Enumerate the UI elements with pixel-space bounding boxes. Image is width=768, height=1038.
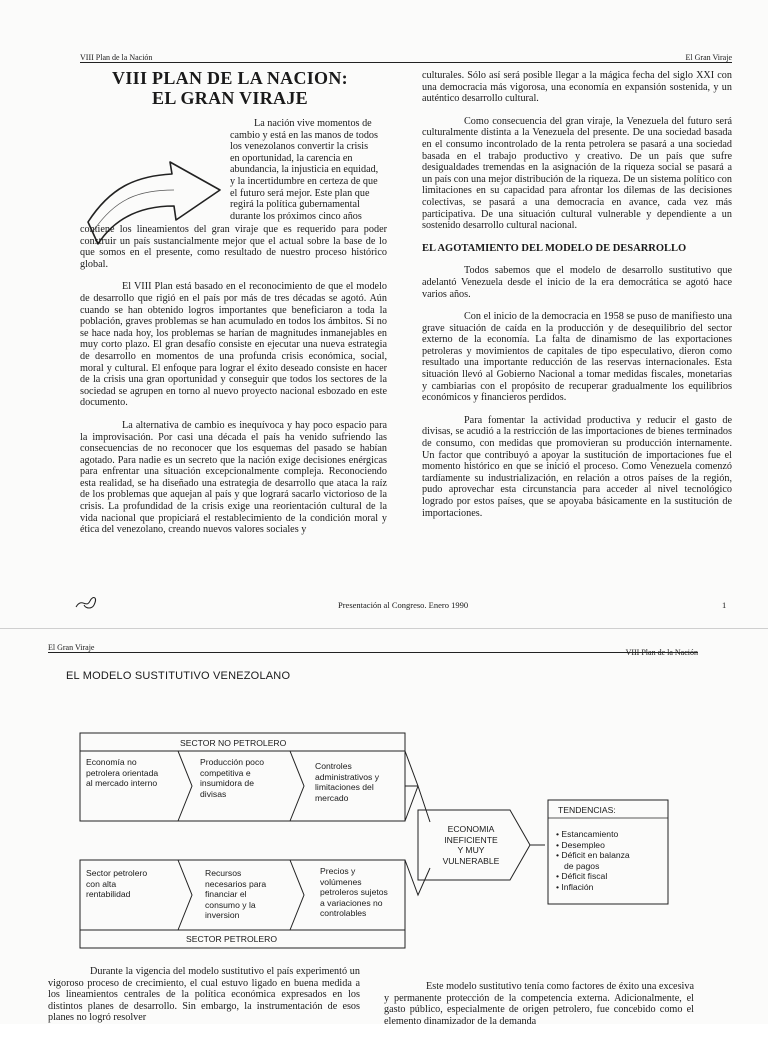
box-line: inversion: [205, 910, 240, 920]
paragraph: Durante la vigencia del modelo sustitutivo el país experimentó un vigoroso proceso de crecimiento, el cual estuvo ligado en buena medida a los lineamientos centrales de la política económica expresados en los distintos planes de desarrollo. Sin embargo, la instrumentación de esos planes no logró resolver: [48, 966, 360, 1024]
box-line: Y MUY: [457, 845, 485, 855]
box-line: a variaciones no: [320, 897, 383, 908]
box-line: Precios y: [320, 866, 356, 876]
title-line-2: EL GRAN VIRAJE: [152, 88, 308, 108]
box-line: necesarios para: [205, 878, 267, 889]
box-line: Controles: [315, 761, 352, 771]
box-line: controlables: [320, 908, 367, 918]
box-line: con alta: [86, 878, 117, 889]
intro-line: regirá la política gubernamental: [230, 199, 360, 211]
paragraph: Con el inicio de la democracia en 1958 se puso de manifiesto una grave situación de caída en la producción y de desequilibrio del sector externo de la economía. La falta de dinamismo de las exportaciones petroleras y movimientos de capitales de tipo especulativo, dieron como resultado una importante reducción de las reservas internacionales. Esta situación llevó al Gobierno Nacional a tomar medidas fiscales, monetarias y cambiarias con el propósito de recuperar gradualmente los equilibrios económicos y financieros perdidos.: [422, 311, 732, 404]
paragraph: Como consecuencia del gran viraje, la Venezuela del futuro será culturalmente distinta a la Venezuela del presente. De una sociedad basada en el consumo incontrolado de la renta petrolera se pasará a una sociedad basada en el trabajo productivo y creativo. De un país que sufre desigualdades tremendas en la asignación de la riqueza social se pasará a un país con una mejor distribución de la riqueza. De un sistema político con limitaciones en su capacidad para afrontar los dilemas de las decisiones colectivas, se pasará a una democracia en avance, cada vez más participativa. De una situación cultural vulnerable y dependiente a un sostenido desarrollo cultural nacional.: [422, 115, 732, 232]
intro-line: y la incertidumbre en certeza de que: [230, 175, 378, 187]
box-line: Economía no: [86, 757, 137, 767]
box-line: consumo y la: [205, 899, 256, 910]
bottom-box-1: [86, 868, 178, 900]
intro-line: el futuro será mejor. Este plan que: [230, 187, 370, 199]
bottom-sector-label: SECTOR PETROLERO: [186, 934, 278, 944]
footer-caption: Presentación al Congreso. Enero 1990: [338, 600, 469, 610]
bottom-box-3: [320, 866, 408, 919]
box-line: petrolera orientada: [86, 767, 159, 778]
bottom-box-2: [205, 868, 291, 921]
box-line: petroleros sujetos: [320, 887, 388, 897]
title-line-1: VIII PLAN DE LA NACION:: [112, 68, 348, 88]
paragraph: Todos sabemos que el modelo de desarrollo sustitutivo que adelantó Venezuela desde el inicio de la era democrática se agotó hace varios años.: [422, 265, 732, 300]
box-line: limitaciones del: [315, 782, 374, 792]
tendencia-item: • Déficit fiscal: [556, 871, 608, 881]
box-line: insumidora de: [200, 778, 254, 788]
page-number: 1: [722, 600, 727, 610]
intro-line: los venezolanos convertir la crisis: [230, 141, 369, 153]
paragraph: Este modelo sustitutivo tenía como factores de éxito una excesiva y permanente protección de la competencia externa. Adicionalmente, el gasto público, especialmente de origen petrolero, fue concebido como el elemento dinamizador de la demanda: [384, 981, 694, 1027]
center-box-text: [426, 824, 516, 866]
box-line: administrativos y: [315, 771, 379, 782]
intro-line: en oportunidad, la carencia en: [230, 152, 353, 164]
tendencia-item: • Desempleo: [556, 839, 605, 850]
box-line: mercado: [315, 792, 349, 803]
box-line: volúmenes: [320, 876, 362, 887]
box-line: Sector petrolero: [86, 868, 148, 878]
page2-left-column: [48, 966, 360, 1035]
running-header-right: El Gran Viraje: [685, 53, 732, 62]
section-heading: EL AGOTAMIENTO DEL MODELO DE DESARROLLO: [422, 242, 687, 254]
top-sector-label: SECTOR NO PETROLERO: [180, 738, 287, 748]
box-line: competitiva e: [200, 767, 251, 778]
running-header-left: VIII Plan de la Nación: [80, 53, 153, 62]
box-line: Recursos: [205, 868, 242, 878]
tendencia-item: • Estancamiento: [556, 829, 619, 839]
top-box-1: [86, 757, 178, 789]
top-box-3: [315, 761, 405, 803]
intro-tail-paragraph: contiene los lineamientos del gran viraje que es requerido para poder construir un país sustancialmente mejor que el actual sobre la base de lo que somos en el presente, como resultado de nuestro proceso histórico global.: [80, 224, 387, 270]
paragraph: El VIII Plan está basado en el reconocimiento de que el modelo de desarrollo que rigió en el país por más de tres décadas se agotó. Aún cuando se han obtenido logros importantes que beneficiaron a toda la población, graves problemas se han acumulado en todos los ámbitos. Si no se hace nada hoy, los problemas se harían de magnitudes inmanejables en muy corto plazo. El gran desafío consiste en ejecutar una nueva estrategia de desarrollo en momentos de una profunda crisis económica, social, moral y cultural. El enfoque para lograr el éxito deseado consiste en hacer de la crisis una gran oportunidad y conseguir que todos los sectores de la sociedad se agrupen en torno al nuevo proyecto nacional esbozado en este documento.: [80, 281, 387, 409]
box-line: ECONOMIA: [447, 824, 495, 834]
page2-right-column: [384, 981, 694, 1038]
tendencias-list: [556, 829, 666, 892]
tendencias-title: TENDENCIAS:: [558, 805, 616, 815]
tendencia-item: de pagos: [564, 860, 600, 871]
paragraph: La alternativa de cambio es inequívoca y hay poco espacio para la improvisación. Por casi una década el país ha venido sufriendo las consecuencias de no reconocer que los esquemas del pasado se habían agotado. Para nadie es un secreto que la nación exige decisiones enérgicas para enfrentar una situación excepcionalmente compleja. Reconociendo esta realidad, se ha diseñado una estrategia de desarrollo que ataca la raíz de los problemas que aquejan al país y que logrará sacarlo victorioso de la crisis. La profundidad de la crisis exige una reorientación cultural de la vida nacional que propiciará el restablecimiento de la condición moral y ética del venezolano, creando nuevos valores sociales y: [80, 419, 387, 536]
box-line: Producción poco: [200, 757, 265, 767]
box-line: rentabilidad: [86, 889, 131, 899]
diagram-section-title: EL MODELO SUSTITUTIVO VENEZOLANO: [66, 670, 291, 682]
top-box-2: [200, 757, 290, 799]
tendencia-item: • Déficit en balanza: [556, 850, 630, 860]
paragraph: Para fomentar la actividad productiva y reducir el gasto de divisas, se acudió a la restricción de las importaciones de bienes terminados de consumo, con medidas que promovieran su producción internamente. Un factor que contribuyó a apoyar la sustitución de importaciones fue el momento histórico en que se inició el proceso. Como Venezuela comenzó tardíamente su industrialización, en relación a otros países de la región, pudo aprovechar esta circunstancia para acceder al nivel tecnológico logrado por estos países, que se apoyaba básicamente en la sustitución de importaciones.: [422, 414, 732, 519]
intro-line: abundancia, la injusticia en equidad,: [230, 164, 379, 176]
box-line: al mercado interno: [86, 778, 158, 788]
intro-line: La nación vive momentos de: [254, 118, 372, 129]
tendencia-item: • Inflación: [556, 881, 594, 892]
box-line: divisas: [200, 788, 227, 799]
box-line: VULNERABLE: [442, 855, 500, 866]
box-line: financiar el: [205, 889, 247, 899]
paragraph: culturales. Sólo así será posible llegar a la mágica fecha del siglo XXI con una democracia más vigorosa, una economía en expansión sostenida, y un auténtico desarrollo cultural.: [422, 70, 732, 105]
box-line: INEFICIENTE: [444, 834, 498, 845]
intro-line: durante los próximos cinco años: [230, 210, 362, 222]
running-header-left: El Gran Viraje: [48, 643, 95, 652]
intro-line: cambio y está en las manos de todos: [230, 129, 378, 141]
